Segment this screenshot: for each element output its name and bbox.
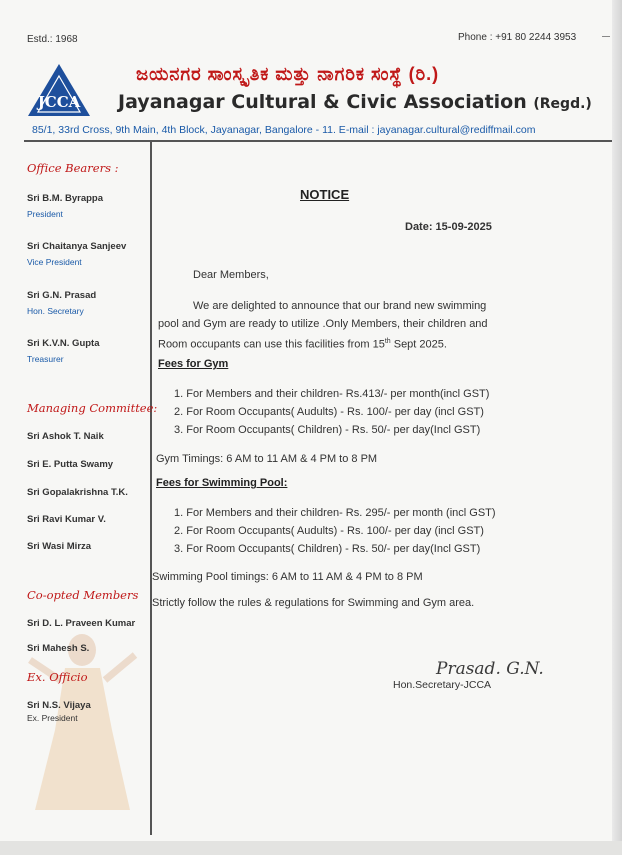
bearer-name: Sri G.N. Prasad <box>27 290 97 301</box>
managing-committee-heading: Managing Committee: <box>27 401 158 415</box>
org-address: 85/1, 33rd Cross, 9th Main, 4th Block, Jayanagar, Bangalore - 11. E-mail : jayanagar.cultural@rediffmail.com <box>32 124 536 136</box>
intro-superscript: th <box>384 338 391 345</box>
bearer-role: Treasurer <box>27 354 64 364</box>
committee-member: Sri Gopalakrishna T.K. <box>27 487 128 498</box>
gym-fee-item: 2. For Room Occupants( Audults) - Rs. 100/- per day (incl GST) <box>174 406 484 418</box>
intro-line <box>158 333 447 354</box>
gym-timings: Gym Timings: 6 AM to 11 AM & 4 PM to 8 PM <box>156 453 378 465</box>
coopted-member: Sri D. L. Praveen Kumar <box>27 618 136 629</box>
bearer-role: President <box>27 209 63 219</box>
ex-officio-heading: Ex. Officio <box>27 670 88 684</box>
bearer-name: Sri K.V.N. Gupta <box>27 338 100 349</box>
intro-text: Room occupants can use this facilities from 15 <box>158 338 385 351</box>
signature-lettering: Prasad. G.N. <box>436 659 544 679</box>
committee-member: Sri Wasi Mirza <box>27 541 92 552</box>
salutation: Dear Members, <box>193 269 269 281</box>
gym-fee-item: 3. For Room Occupants( Children) - Rs. 50/- per day(Incl GST) <box>174 424 481 436</box>
pool-fee-item: 3. For Room Occupants( Children) - Rs. 50/- per day(Incl GST) <box>174 543 481 555</box>
ex-officio-name: Sri N.S. Vijaya <box>27 700 91 711</box>
letterhead-divider <box>24 140 612 142</box>
pool-fees-heading: Fees for Swimming Pool: <box>156 477 288 489</box>
pool-fee-item: 1. For Members and their children- Rs. 295/- per month (incl GST) <box>174 507 496 519</box>
gym-fee-item: 1. For Members and their children- Rs.413/- per month(incl GST) <box>174 388 490 400</box>
bearer-name: Sri Chaitanya Sanjeev <box>27 241 127 252</box>
page-tick-mark <box>602 36 610 37</box>
page-edge <box>612 0 622 855</box>
intro-text: Sept 2025. <box>390 338 447 351</box>
org-name-kannada: ಜಯನಗರ ಸಾಂಸ್ಕೃತಿಕ ಮತ್ತು ನಾಗರಿಕ ಸಂಸ್ಥೆ (ರಿ.) <box>136 64 440 84</box>
established-year: Estd.: 1968 <box>27 34 78 45</box>
phone-number: Phone : +91 80 2244 3953 <box>458 32 577 43</box>
intro-line: pool and Gym are ready to utilize .Only Members, their children and <box>158 318 488 330</box>
bearer-role: Vice President <box>27 257 82 267</box>
jcca-logo-icon <box>26 62 92 118</box>
notice-title: NOTICE <box>300 187 350 202</box>
bearer-role: Hon. Secretary <box>27 306 84 316</box>
pool-timings: Swimming Pool timings: 6 AM to 11 AM & 4 PM to 8 PM <box>152 571 423 583</box>
office-bearers-heading: Office Bearers : <box>27 161 119 175</box>
committee-member: Sri Ravi Kumar V. <box>27 514 106 525</box>
gym-fees-heading: Fees for Gym <box>158 358 229 370</box>
coopted-members-heading: Co-opted Members <box>27 588 139 602</box>
pool-fee-item: 2. For Room Occupants( Audults) - Rs. 100/- per day (incl GST) <box>174 525 484 537</box>
signatory: Hon.Secretary-JCCA <box>393 679 492 691</box>
intro-line: We are delighted to announce that our brand new swimming <box>193 300 487 312</box>
committee-member: Sri E. Putta Swamy <box>27 459 114 470</box>
sidebar-divider <box>150 142 152 835</box>
ex-officio-role: Ex. President <box>27 713 78 723</box>
org-name <box>118 91 592 113</box>
org-name-text: Jayanagar Cultural & Civic Association <box>118 91 527 113</box>
page-bottom-edge <box>0 841 622 855</box>
notice-date: Date: 15-09-2025 <box>405 221 492 233</box>
coopted-member: Sri Mahesh S. <box>27 643 90 654</box>
rules-statement: Strictly follow the rules & regulations for Swimming and Gym area. <box>152 597 475 609</box>
org-regd: (Regd.) <box>533 96 592 112</box>
logo-lettering: JCCA <box>37 93 81 111</box>
committee-member: Sri Ashok T. Naik <box>27 431 104 442</box>
bearer-name: Sri B.M. Byrappa <box>27 193 104 204</box>
